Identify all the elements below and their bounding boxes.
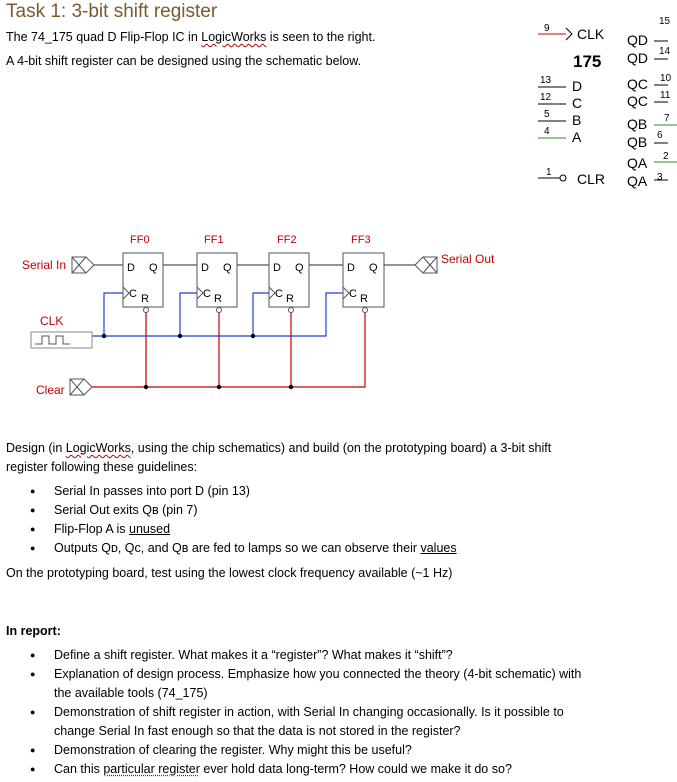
chip-clr-label: CLR [577,171,606,187]
chip-clk-pin: 9 [544,23,550,34]
design-after: On the prototyping board, test using the lowest clock frequency available (~1 Hz) [6,566,453,580]
ff-pin-r: R [360,293,368,305]
list-item [6,665,581,703]
list-item-text: Serial Out exits Qʙ (pin 7) [54,503,198,517]
chip-output-qa-bar: QA [627,173,648,189]
underlined-text: particular register [103,762,200,776]
ff-pin-d: D [273,262,281,274]
list-item [6,482,457,501]
ff-pin-q: Q [223,262,232,274]
ff-pin-c: C [275,288,283,300]
ff-label: FF2 [277,234,297,246]
ff-pin-r: R [286,293,294,305]
chip-input-a: A [572,129,582,145]
list-item [6,539,457,558]
logicworks-link: LogicWorks [65,441,131,455]
chip-pin-3: 3 [657,172,663,183]
chip-pin-10: 10 [660,73,672,84]
report-list [6,646,581,779]
clear-port-icon [70,379,92,395]
ff-pin-r: R [141,293,149,305]
list-item-text: Demonstration of clearing the register. Why might this be useful? [54,743,412,757]
chip-input-d: D [572,78,583,94]
list-item [6,703,581,741]
intro-line-2: A 4-bit shift register can be designed using the schematic below. [6,54,362,68]
intro-line-1 [6,30,375,44]
chip-clr-pin: 1 [546,167,552,178]
list-item-text: Explanation of design process. Emphasize how you connected the theory (4-bit schematic) with [54,667,582,681]
chip-output-qc-bar: QC [627,93,648,109]
list-item-text: Flip-Flop A is [54,522,130,536]
chip-pin-2: 2 [663,151,669,162]
ff-label: FF0 [130,234,150,246]
flipflop-ff1 [197,234,237,313]
clear-label: Clear [36,383,65,397]
list-item-text: ever hold data long-term? How could we make it do so? [199,762,512,776]
ff-pin-c: C [349,288,357,300]
underlined-text: values [420,541,457,555]
chip-pin-15: 15 [659,16,671,27]
ff-pin-q: Q [295,262,304,274]
list-item-text: Outputs Qᴅ, Qᴄ, and Qʙ are fed to lamps so we can observe their [54,541,421,555]
intro-text: The 74_175 quad D Flip-Flop IC in [6,30,202,44]
chip-part-number: 175 [573,52,602,71]
serial-in-port-icon [72,257,94,273]
flipflop-ff0 [123,234,163,313]
ff-pin-c: C [203,288,211,300]
chip-pin-11: 11 [660,90,671,101]
chip-clk-label: CLK [577,26,605,42]
chip-input-c: C [572,95,583,111]
chip-output-qa: QA [627,155,648,171]
chip-pin-c: 12 [540,92,552,103]
design-text: , using the chip schematics) and build (on the prototyping board) a 3-bit shift [130,441,552,455]
list-item-text: change Serial In fast enough so that the data is not stored in the register? [54,724,461,738]
clk-label: CLK [40,314,64,328]
list-item-text: the available tools (74_175) [54,686,208,700]
clock-source-icon [31,332,92,348]
ff-label: FF3 [351,234,371,246]
design-line-2: register following these guidelines: [6,460,198,474]
chip-pin-d: 13 [540,75,552,86]
intro-text: is seen to the right. [266,30,376,44]
chip-input-b: B [572,112,582,128]
list-item [6,520,457,539]
chip-pin-a: 4 [544,126,550,137]
ff-pin-q: Q [369,262,378,274]
guidelines-list [6,482,457,558]
logicworks-link: LogicWorks [201,30,267,44]
ff-pin-d: D [201,262,209,274]
ff-pin-d: D [347,262,355,274]
underlined-text: unused [129,522,171,536]
list-item-text: Demonstration of shift register in action, with Serial In changing occasionally. Is it possible to [54,705,564,719]
list-item [6,741,581,760]
serial-out-label: Serial Out [441,252,495,266]
ff-pin-q: Q [149,262,158,274]
chip-output-qb-bar: QB [627,134,648,150]
ff-pin-r: R [214,293,222,305]
list-item-text: Define a shift register. What makes it a “register”? What makes it “shift”? [54,648,453,662]
shift-register-schematic [0,225,520,410]
report-heading: In report: [6,624,61,638]
chip-pin-14: 14 [659,46,671,57]
chip-pin-6: 6 [657,130,663,141]
chip-output-qd: QD [627,32,648,48]
list-item-text: Serial In passes into port D (pin 13) [54,484,250,498]
chip-output-qb: QB [627,116,648,132]
chip-pin-b: 5 [544,109,550,120]
design-text: Design (in [6,441,66,455]
list-item-text: Can this [54,762,104,776]
ff-pin-d: D [127,262,135,274]
list-item [6,646,581,665]
chip-inputs [540,75,582,145]
serial-in-label: Serial In [22,258,67,272]
chip-pin-7: 7 [664,113,670,124]
design-line-1 [6,441,551,455]
chip-output-qd-bar: QD [627,50,648,66]
serial-out-port-icon [415,257,437,273]
ff-label: FF1 [204,234,224,246]
chip-symbol [530,14,677,194]
page-title: Task 1: 3-bit shift register [6,1,218,22]
list-item [6,760,581,779]
list-item [6,501,457,520]
chip-output-qc: QC [627,76,648,92]
flipflop-ff3 [343,234,384,313]
ff-pin-c: C [129,288,137,300]
flipflop-ff2 [269,234,309,313]
